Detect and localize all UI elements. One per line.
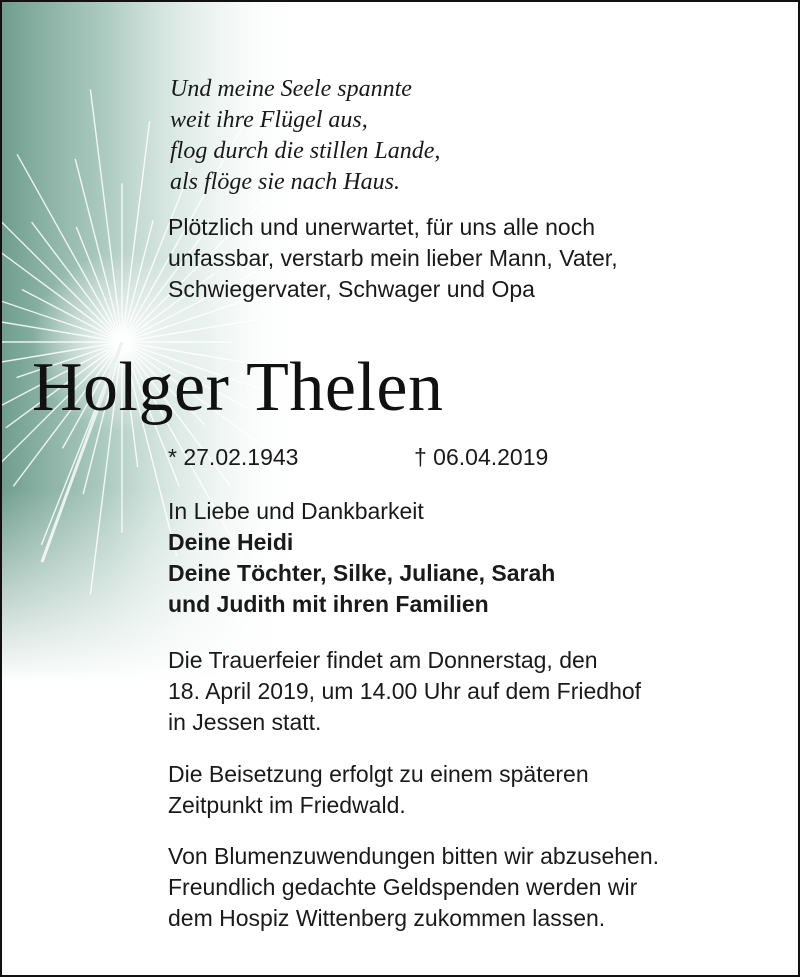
poem-line: flog durch die stillen Lande, <box>170 138 441 164</box>
intro-paragraph <box>168 212 618 305</box>
donations-paragraph <box>168 841 659 934</box>
ceremony-line: in Jessen statt. <box>168 709 322 735</box>
mourners-intro: In Liebe und Dankbarkeit <box>168 498 424 524</box>
mourner-line: und Judith mit ihren Familien <box>168 591 489 617</box>
burial-paragraph <box>168 759 589 821</box>
poem-line: weit ihre Flügel aus, <box>170 107 368 133</box>
life-dates <box>168 442 768 472</box>
intro-line: Plötzlich und unerwartet, für uns alle noch <box>168 214 596 240</box>
ceremony-paragraph <box>168 645 641 738</box>
donations-line: Von Blumenzuwendungen bitten wir abzusehen. <box>168 843 660 869</box>
birth-date: * 27.02.1943 <box>168 444 299 470</box>
poem <box>170 74 440 198</box>
burial-line: Zeitpunkt im Friedwald. <box>168 792 406 818</box>
donations-line: Freundlich gedachte Geldspenden werden wir <box>168 874 638 900</box>
intro-line: unfassbar, verstarb mein lieber Mann, Vater, <box>168 245 618 271</box>
mourners-block <box>168 496 555 620</box>
mourner-line: Deine Heidi <box>168 529 294 555</box>
ceremony-line: 18. April 2019, um 14.00 Uhr auf dem Friedhof <box>168 678 642 704</box>
burial-line: Die Beisetzung erfolgt zu einem späteren <box>168 761 589 787</box>
poem-line: als flöge sie nach Haus. <box>170 169 400 195</box>
donations-line: dem Hospiz Wittenberg zukommen lassen. <box>168 905 606 931</box>
ceremony-line: Die Trauerfeier findet am Donnerstag, den <box>168 647 598 673</box>
poem-line: Und meine Seele spannte <box>170 76 412 102</box>
deceased-name: Holger Thelen <box>32 349 444 426</box>
death-date: † 06.04.2019 <box>414 444 549 470</box>
intro-line: Schwiegervater, Schwager und Opa <box>168 276 535 302</box>
mourner-line: Deine Töchter, Silke, Juliane, Sarah <box>168 560 556 586</box>
